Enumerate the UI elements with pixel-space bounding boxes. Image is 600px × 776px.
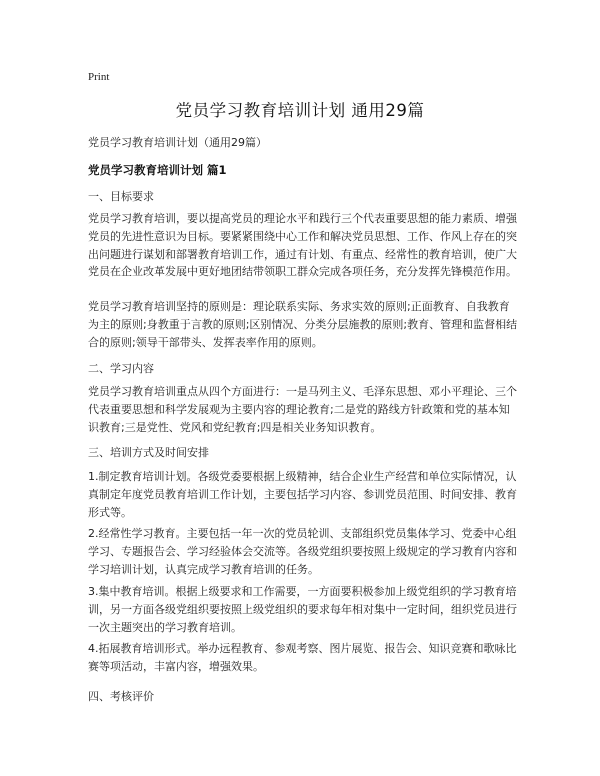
paragraph-content: 党员学习教育培训重点从四个方面进行：一是马列主义、毛泽东思想、邓小平理论、三个代表重要思想和科学发展观为主要内容的理论教育;二是党的路线方针政策和党的基本知识教育;三是党性、党风和党纪教育;四是相关业务知识教育。 [88, 385, 517, 434]
paragraph-method-2: 2.经常性学习教育。主要包括一年一次的党员轮训、支部组织党员集体学习、党委中心组学习、专题报告会、学习经验体会交流等。各级党组织要按照上级规定的学习教育内容和学习培训计划，认真完成学习教育培训的任务。 [88, 527, 517, 576]
print-link[interactable]: Print [88, 71, 110, 83]
section-heading-evaluation: 四、考核评价 [88, 690, 154, 703]
article-heading: 党员学习教育培训计划 篇1 [88, 163, 227, 177]
document-subtitle: 党员学习教育培训计划（通用29篇） [88, 136, 267, 149]
paragraph-method-1: 1.制定教育培训计划。各级党委要根据上级精神，结合企业生产经营和单位实际情况，认真制定年度党员教育培训工作计划，主要包括学习内容、参训党员范围、时间安排、教育形式等。 [88, 470, 517, 519]
paragraph-method-3: 3.集中教育培训。根据上级要求和工作需要，一方面要积极参加上级党组织的学习教育培训，另一方面各级党组织要按照上级党组织的要求每年相对集中一定时间，组织党员进行一次主题突出的学习教育培训。 [88, 585, 517, 634]
paragraph-principles: 党员学习教育培训坚持的原则是：理论联系实际、务求实效的原则;正面教育、自我教育为主的原则;身教重于言教的原则;区别情况、分类分层施教的原则;教育、管理和监督相结合的原则;领导干部带头、发挥表率作用的原则。 [88, 300, 518, 349]
section-heading-content: 二、学习内容 [88, 362, 154, 375]
section-heading-goals: 一、目标要求 [88, 190, 154, 203]
section-heading-methods: 三、培训方式及时间安排 [88, 446, 209, 459]
paragraph-method-4: 4.拓展教育培训形式。举办远程教育、参观考察、图片展览、报告会、知识竞赛和歌咏比赛等项活动，丰富内容，增强效果。 [88, 642, 517, 673]
paragraph-goals: 党员学习教育培训，要以提高党员的理论水平和践行三个代表重要思想的能力素质、增强党员的先进性意识为目标。要紧紧围绕中心工作和解决党员思想、工作、作风上存在的突出问题进行谋划和部署教育培训工作，通过有计划、有重点、经常性的教育培训，使广大党员在企业改革发展中更好地团结带领职工群众完成各项任务，充分发挥先锋模范作用。 [88, 212, 517, 279]
page-title: 党员学习教育培训计划 通用29篇 [175, 101, 425, 120]
